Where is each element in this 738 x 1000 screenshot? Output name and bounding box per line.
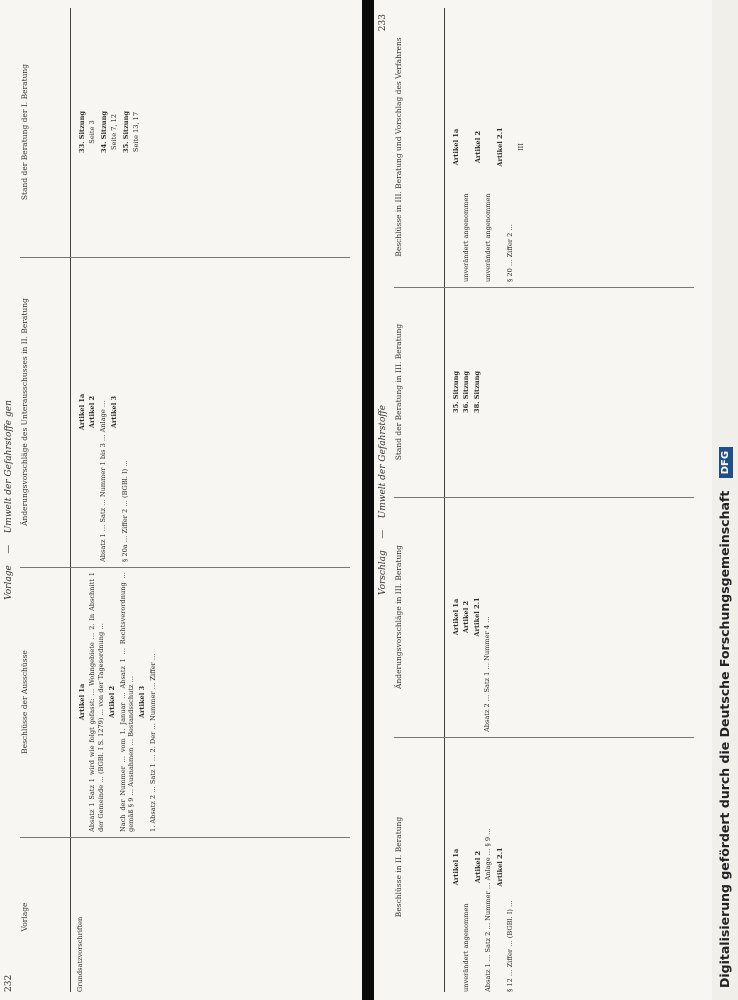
session-heading: 38. Sitzung: [472, 370, 481, 414]
body-paragraph: Absatz 1 … Satz 2 … Nummer … Anlage … § 9 …: [484, 828, 493, 992]
funding-notice: Digitalisierung gefördert durch die Deutsche Forschungsgemeinschaft: [717, 490, 732, 988]
column-divider: [394, 287, 694, 288]
body-paragraph: § 20 … Ziffer 2 …: [506, 224, 515, 282]
article-heading: Artikel 1a: [78, 393, 86, 431]
body-paragraph: 1. Absatz 2 … Satz 1 … 2. Der … Nummer … Ziffer …: [148, 653, 157, 832]
body-paragraph: unverändert angenommen: [484, 193, 493, 282]
running-head-part: Umwelt der Gefahrstoffe: [378, 404, 388, 519]
page-number: 232: [4, 974, 14, 992]
session-page: Seite 7, 12: [110, 114, 119, 150]
session-heading: 34. Sitzung: [99, 110, 108, 154]
running-head: Vorlage — Umwelt der Gefahrstoffe gen: [4, 400, 14, 600]
left-page-header: [4, 8, 18, 992]
article-heading: Artikel 1a: [452, 128, 460, 166]
session-heading: 35. Sitzung: [121, 110, 130, 154]
body-paragraph: III: [517, 143, 526, 151]
running-head-part: gen: [4, 400, 14, 417]
column-body: [76, 842, 87, 992]
article-heading: Artikel 2: [473, 130, 482, 164]
column-body: [76, 262, 132, 562]
running-head-part: Vorschlag: [378, 550, 388, 596]
book-gutter: [362, 0, 374, 1000]
session-page: Seite 13, 17: [132, 111, 141, 153]
left-page: [0, 0, 364, 1000]
body-paragraph: unverändert angenommen: [462, 903, 471, 992]
dfg-logo: DFG: [719, 447, 733, 478]
column-body: [450, 12, 529, 282]
column-header: Beschlüsse der Ausschüsse: [20, 650, 29, 754]
right-page-header: [378, 8, 392, 992]
column-header: Vorlage: [20, 902, 29, 932]
column-divider: [20, 567, 350, 568]
column-body: [450, 742, 517, 992]
article-heading: Artikel 1a: [452, 598, 460, 636]
running-head: Vorschlag — Umwelt der Gefahrstoffe: [378, 404, 388, 596]
left-page-rotated-content: [0, 0, 364, 1000]
digitization-label: [712, 0, 738, 1000]
column-header: Beschlüsse in II. Beratung: [394, 816, 403, 918]
session-heading: 33. Sitzung: [78, 110, 86, 154]
column-header: Änderungsvorschläge in III. Beratung: [394, 545, 403, 689]
column-header: Stand der Beratung der I. Beratung: [20, 63, 29, 201]
column-body: [76, 572, 160, 832]
column-header: Stand der Beratung in III. Beratung: [394, 323, 403, 461]
body-paragraph: Absatz 2 … Satz 1 … Nummer 4 …: [483, 616, 492, 732]
article-heading: Artikel 1a: [452, 848, 460, 886]
column-body: [450, 502, 495, 732]
article-heading: Artikel 2.1: [495, 127, 504, 167]
body-paragraph: § 12 … Ziffer … (BGBl. I) …: [506, 900, 515, 992]
right-page-rotated-content: [374, 0, 712, 1000]
article-heading: Artikel 2: [462, 600, 471, 634]
session-page: Seite 3: [88, 120, 97, 144]
article-heading: Artikel 2.1: [472, 597, 481, 637]
body-paragraph: Absatz 1 Satz 1 wird wie folgt gefasst: … Wohngebiete … 2. In Abschnitt 1 der Gemeinde … (BGBl. I S. 1279) … von der Tagesordnung …: [88, 572, 105, 832]
header-rule: [70, 8, 71, 992]
session-heading: 36. Sitzung: [462, 370, 471, 414]
column-body: [76, 12, 143, 252]
running-head-part: Umwelt der Gefahrstoffe: [4, 419, 14, 534]
running-head-part: Vorlage: [4, 565, 14, 600]
article-heading: Artikel 1a: [78, 683, 86, 721]
body-paragraph: Nach der Nummer … vom 1. Januar … Absatz 1 … Rechtsverordnung … gemäß § 9 … Ausnahmen … Bestandsschutz …: [118, 572, 136, 832]
article-heading: Artikel 3: [138, 685, 147, 719]
column-divider: [394, 497, 694, 498]
column-divider: [20, 837, 350, 838]
column-header: Änderungsvorschläge des Unterausschusses in II. Beratung: [20, 298, 29, 526]
column-divider: [20, 257, 350, 258]
body-paragraph: § 20a … Ziffer 2 … (BGBl. I) …: [120, 460, 129, 562]
header-rule: [444, 8, 445, 992]
body-paragraph: Absatz 1 … Satz … Nummer 1 bis 3 … Anlage …: [98, 400, 107, 562]
article-heading: Artikel 2.1: [495, 847, 504, 887]
article-heading: Artikel 3: [110, 395, 119, 429]
right-page: [374, 0, 712, 1000]
column-divider: [394, 737, 694, 738]
column-body: [450, 292, 483, 492]
column-header: Beschlüsse in III. Beratung und Vorschlag des Verfahrens: [394, 37, 403, 257]
body-paragraph: unverändert angenommen: [462, 193, 471, 282]
page-number: 233: [378, 14, 388, 32]
article-heading: Artikel 2: [88, 395, 97, 429]
session-heading: 35. Sitzung: [452, 370, 460, 414]
body-paragraph: Grundsatzvorschriften: [76, 916, 84, 992]
article-heading: Artikel 2: [473, 850, 482, 884]
article-heading: Artikel 2: [108, 685, 117, 719]
